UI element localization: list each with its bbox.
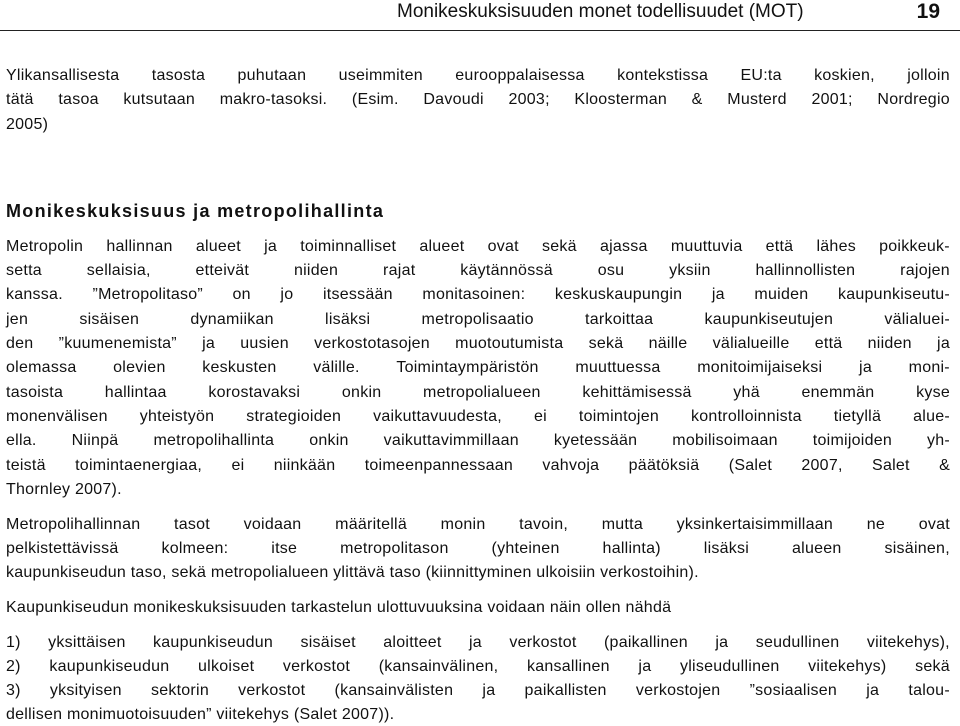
text-line: pelkistettävissä kolmeen: itse metropolitason (yhteinen hallinta) lisäksi alueen sisäinen, bbox=[6, 540, 950, 557]
list-item: 2) kaupunkiseudun ulkoiset verkostot (kansainvälinen, kansallinen ja yliseudullinen viitekehys) sekä bbox=[6, 658, 950, 675]
page-header bbox=[0, 0, 960, 30]
text-line: Metropolihallinnan tasot voidaan määritellä monin tavoin, mutta yksinkertaisimmillaan ne ovat bbox=[6, 516, 950, 533]
text-line: jen sisäisen dynamiikan lisäksi metropolisaatio tarkoittaa kaupunkiseutujen välialuei- bbox=[6, 311, 950, 328]
text-line: Kaupunkiseudun monikeskuksisuuden tarkastelun ulottuvuuksina voidaan näin ollen nähdä bbox=[6, 599, 672, 616]
section-heading: Monikeskuksisuus ja metropolihallinta bbox=[6, 201, 385, 221]
text-line: kaupunkiseudun taso, sekä metropolialueen ylittävä taso (kiinnittyminen ulkoisiin verkostoihin). bbox=[6, 564, 699, 581]
text-line: tasoista hallintaa korostavaksi onkin metropolialueen kehittämisessä yhä enemmän kyse bbox=[6, 384, 950, 401]
header-rule bbox=[0, 30, 960, 31]
text-line: kanssa. ”Metropolitaso” on jo itsessään monitasoinen: keskuskaupungin ja muiden kaupunkiseutu- bbox=[6, 286, 950, 303]
text-line: Ylikansallisesta tasosta puhutaan useimmiten eurooppalaisessa kontekstissa EU:ta koskien, jolloin bbox=[6, 67, 950, 84]
text-line: Thornley 2007). bbox=[6, 481, 122, 498]
list-item-continuation: dellisen monimuotoisuuden” viitekehys (Salet 2007)). bbox=[6, 706, 395, 723]
text-line: tätä tasoa kutsutaan makro-tasoksi. (Esim. Davoudi 2003; Kloosterman & Musterd 2001; Nordregio bbox=[6, 91, 950, 108]
page-number: 19 bbox=[916, 0, 940, 23]
text-line: Metropolin hallinnan alueet ja toiminnalliset alueet ovat sekä ajassa muuttuvia että lähes poikkeuk- bbox=[6, 238, 950, 255]
text-line: teistä toimintaenergiaa, ei niinkään toimeenpannessaan vahvoja päätöksiä (Salet 2007, Salet & bbox=[6, 457, 950, 474]
list-item: 3) yksityisen sektorin verkostot (kansainvälisten ja paikallisten verkostojen ”sosiaalisen ja talou- bbox=[6, 682, 950, 699]
text-line: 2005) bbox=[6, 116, 49, 133]
text-line: setta sellaisia, etteivät niiden rajat käytännössä osu yksiin hallinnollisten rajojen bbox=[6, 262, 950, 279]
text-line: ella. Niinpä metropolihallinta onkin vaikuttavimmillaan kyetessään mobilisoimaan toimijoiden yh- bbox=[6, 432, 950, 449]
running-title: Monikeskuksisuuden monet todellisuudet (MOT) bbox=[397, 1, 804, 22]
list-item: 1) yksittäisen kaupunkiseudun sisäiset aloitteet ja verkostot (paikallinen ja seudullinen viitekehys), bbox=[6, 634, 950, 651]
text-line: monenvälisen yhteistyön strategioiden vaikuttavuudesta, ei toimintojen kontrolloinnista tietyllä alue- bbox=[6, 408, 950, 425]
text-line: olemassa olevien keskusten välille. Toimintaympäristön muuttuessa monitoimijaiseksi ja moni- bbox=[6, 359, 950, 376]
text-line: den ”kuumenemista” ja uusien verkostotasojen muotoutumista sekä näille välialueille että niiden ja bbox=[6, 335, 950, 352]
